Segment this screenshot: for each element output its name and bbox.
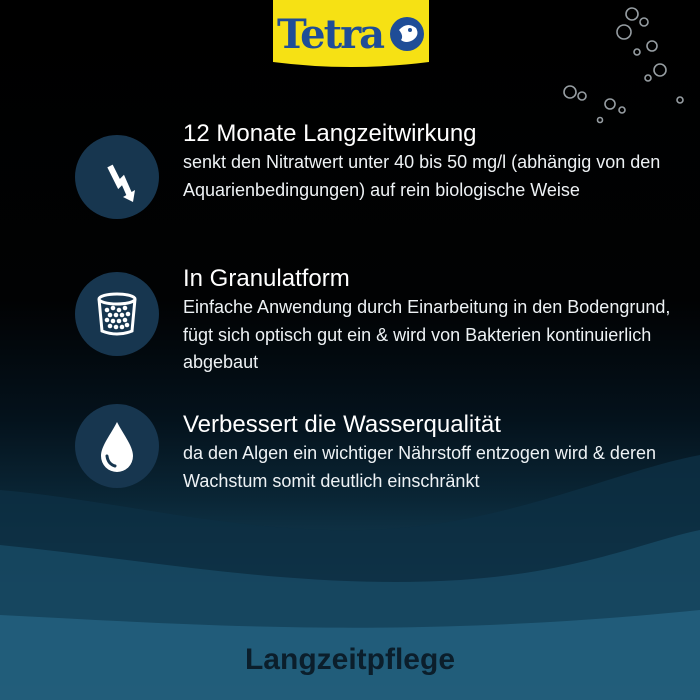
icon-circle: [75, 135, 159, 219]
feature-description: senkt den Nitratwert unter 40 bis 50 mg/l (abhängig von den Aquarienbedingungen) auf rein biologische Weise: [183, 152, 661, 200]
feature-title: In Granulatform: [183, 265, 350, 292]
granulate-cup-icon: [75, 272, 159, 356]
feature-description: Einfache Anwendung durch Einarbeitung in den Bodengrund, fügt sich optisch gut ein & wird von Bakterien kontinuierlich abgebaut: [183, 297, 671, 372]
water-drop-icon: [75, 404, 159, 488]
logo-text: Tetra: [277, 11, 384, 58]
icon-circle: [75, 404, 159, 488]
feature-granulate-form: [75, 264, 675, 384]
icon-circle: [75, 272, 159, 356]
feature-long-term-effect: [75, 119, 675, 239]
feature-title: 12 Monate Langzeitwirkung: [183, 120, 477, 147]
footer-title: Langzeitpflege: [244, 643, 455, 676]
feature-title: Verbessert die Wasserqualität: [183, 411, 501, 438]
feature-water-quality: [75, 410, 675, 510]
feature-description: da den Algen ein wichtiger Nährstoff entzogen wird & deren Wachstum somit deutlich einschränkt: [183, 443, 656, 491]
downward-trend-arrow-icon: [75, 135, 159, 219]
